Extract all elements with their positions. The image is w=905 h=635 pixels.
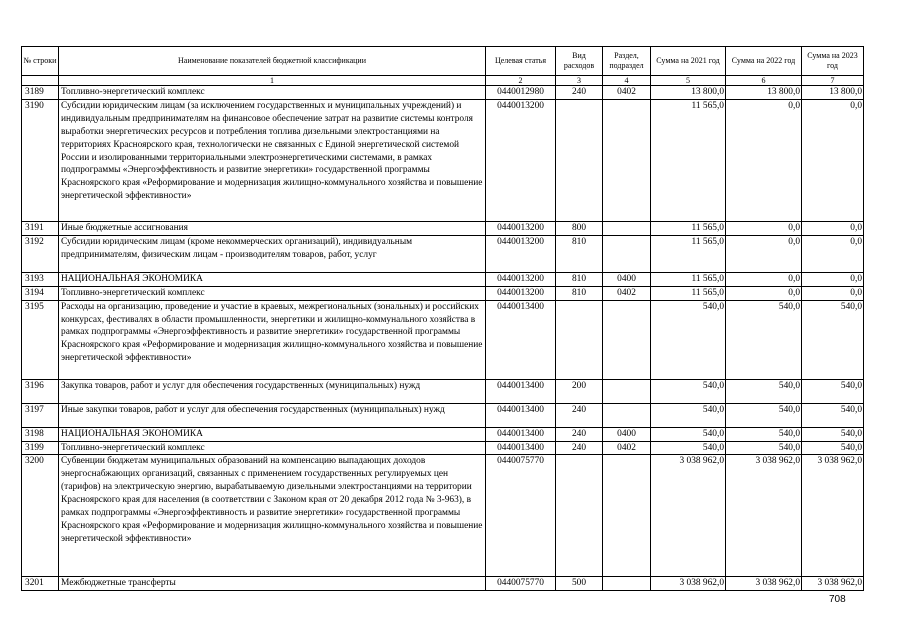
section-code-cell (603, 455, 651, 577)
sum-2023-cell: 3 038 962,0 (802, 577, 864, 591)
sum-2022-cell: 3 038 962,0 (726, 455, 802, 577)
row-number-cell: 3190 (22, 99, 59, 221)
target-article-cell: 0440075770 (486, 577, 556, 591)
row-number-cell: 3201 (22, 577, 59, 591)
header-row (22, 47, 864, 76)
target-article-cell: 0440013400 (486, 300, 556, 379)
sum-2023-cell: 540,0 (802, 300, 864, 379)
sum-2022-cell: 540,0 (726, 441, 802, 455)
sum-2021-cell: 540,0 (651, 427, 726, 441)
row-number-cell: 3194 (22, 286, 59, 300)
sum-2023-cell: 540,0 (802, 441, 864, 455)
column-index-row (22, 76, 864, 86)
header-target-article: Целевая статья (486, 47, 556, 76)
table-row (22, 379, 864, 403)
sum-2023-cell: 3 038 962,0 (802, 455, 864, 577)
expense-type-cell: 810 (556, 235, 603, 272)
sum-2022-cell: 540,0 (726, 427, 802, 441)
section-code-cell: 0400 (603, 272, 651, 286)
sum-2023-cell: 540,0 (802, 403, 864, 427)
target-article-cell: 0440013400 (486, 379, 556, 403)
table-row (22, 272, 864, 286)
header-sum-2022: Сумма на 2022 год (726, 47, 802, 76)
indicator-name-cell: Иные бюджетные ассигнования (59, 221, 486, 235)
sum-2023-cell: 0,0 (802, 272, 864, 286)
row-number-cell: 3198 (22, 427, 59, 441)
target-article-cell: 0440013200 (486, 99, 556, 221)
sum-2023-cell: 13 800,0 (802, 86, 864, 100)
indicator-name-cell: Топливно-энергетический комплекс (59, 286, 486, 300)
indicator-name-cell: Межбюджетные трансферты (59, 577, 486, 591)
sum-2021-cell: 540,0 (651, 300, 726, 379)
expense-type-cell: 240 (556, 427, 603, 441)
indicator-name-cell: Закупка товаров, работ и услуг для обеспечения государственных (муниципальных) нужд (59, 379, 486, 403)
target-article-cell: 0440013200 (486, 221, 556, 235)
sum-2021-cell: 13 800,0 (651, 86, 726, 100)
sum-2022-cell: 0,0 (726, 272, 802, 286)
section-code-cell (603, 403, 651, 427)
sum-2021-cell: 11 565,0 (651, 221, 726, 235)
column-index-cell: 7 (802, 76, 864, 86)
table-row (22, 427, 864, 441)
section-code-cell (603, 577, 651, 591)
expense-type-cell (556, 455, 603, 577)
sum-2023-cell: 540,0 (802, 379, 864, 403)
table-row (22, 403, 864, 427)
indicator-name-cell: Субсидии юридическим лицам (кроме некоммерческих организаций), индивидуальным предпринимателям, физическим лицам - производителям товаров, работ, услуг (59, 235, 486, 272)
sum-2022-cell: 540,0 (726, 379, 802, 403)
sum-2021-cell: 11 565,0 (651, 99, 726, 221)
section-code-cell (603, 221, 651, 235)
expense-type-cell: 810 (556, 272, 603, 286)
expense-type-cell: 200 (556, 379, 603, 403)
expense-type-cell: 810 (556, 286, 603, 300)
section-code-cell (603, 379, 651, 403)
table-row (22, 86, 864, 100)
column-index-cell: 3 (556, 76, 603, 86)
table-row (22, 235, 864, 272)
header-section: Раздел, подраздел (603, 47, 651, 76)
indicator-name-cell: Субсидии юридическим лицам (за исключением государственных и муниципальных учреждений) и индивидуальным предпринимателям на финансовое обеспечение затрат на развитие системы контроля выработки энергетических ресурсов и потребления топлива дизельными электростанциями на территориях Красноярского края, технологически не связанных с Единой энергетической системой России и изолированными территориальными электроэнергетическими системами, в рамках подпрограммы «Энергоэффективность и развитие энергетики» государственной программы Красноярского края «Реформирование и модернизация жилищно-коммунального хозяйства и повышение энергетической эффективности» (59, 99, 486, 221)
expense-type-cell: 240 (556, 403, 603, 427)
table-row (22, 99, 864, 221)
sum-2022-cell: 13 800,0 (726, 86, 802, 100)
target-article-cell: 0440013400 (486, 403, 556, 427)
target-article-cell: 0440013400 (486, 441, 556, 455)
sum-2022-cell: 3 038 962,0 (726, 577, 802, 591)
sum-2021-cell: 3 038 962,0 (651, 577, 726, 591)
indicator-name-cell: Топливно-энергетический комплекс (59, 441, 486, 455)
column-index-cell: 5 (651, 76, 726, 86)
expense-type-cell: 800 (556, 221, 603, 235)
row-number-cell: 3193 (22, 272, 59, 286)
sum-2023-cell: 0,0 (802, 286, 864, 300)
sum-2021-cell: 540,0 (651, 379, 726, 403)
target-article-cell: 0440075770 (486, 455, 556, 577)
table-row (22, 441, 864, 455)
header-indicator-name: Наименование показателей бюджетной классификации (59, 47, 486, 76)
page-number: 708 (829, 594, 846, 605)
header-sum-2021: Сумма на 2021 год (651, 47, 726, 76)
table-row (22, 300, 864, 379)
table-row (22, 221, 864, 235)
sum-2022-cell: 0,0 (726, 286, 802, 300)
sum-2023-cell: 0,0 (802, 235, 864, 272)
expense-type-cell (556, 300, 603, 379)
section-code-cell: 0402 (603, 286, 651, 300)
sum-2022-cell: 540,0 (726, 300, 802, 379)
row-number-cell: 3189 (22, 86, 59, 100)
sum-2022-cell: 0,0 (726, 99, 802, 221)
column-index-cell: 2 (486, 76, 556, 86)
section-code-cell: 0402 (603, 86, 651, 100)
column-index-cell: 4 (603, 76, 651, 86)
sum-2022-cell: 540,0 (726, 403, 802, 427)
target-article-cell: 0440013200 (486, 235, 556, 272)
table-row (22, 455, 864, 577)
sum-2021-cell: 540,0 (651, 441, 726, 455)
header-row-number: № строки (22, 47, 59, 76)
row-number-cell: 3196 (22, 379, 59, 403)
target-article-cell: 0440013200 (486, 272, 556, 286)
column-index-cell: 6 (726, 76, 802, 86)
indicator-name-cell: НАЦИОНАЛЬНАЯ ЭКОНОМИКА (59, 427, 486, 441)
section-code-cell: 0400 (603, 427, 651, 441)
header-sum-2023: Сумма на 2023 год (802, 47, 864, 76)
table-row (22, 577, 864, 591)
sum-2021-cell: 540,0 (651, 403, 726, 427)
sum-2021-cell: 3 038 962,0 (651, 455, 726, 577)
sum-2022-cell: 0,0 (726, 221, 802, 235)
expense-type-cell (556, 99, 603, 221)
sum-2022-cell: 0,0 (726, 235, 802, 272)
budget-document (21, 46, 863, 591)
row-number-cell: 3191 (22, 221, 59, 235)
target-article-cell: 0440013200 (486, 286, 556, 300)
row-number-cell: 3192 (22, 235, 59, 272)
row-number-cell: 3195 (22, 300, 59, 379)
indicator-name-cell: Иные закупки товаров, работ и услуг для обеспечения государственных (муниципальных) нужд (59, 403, 486, 427)
section-code-cell (603, 300, 651, 379)
sum-2023-cell: 0,0 (802, 221, 864, 235)
section-code-cell (603, 235, 651, 272)
header-expense-type: Вид расходов (556, 47, 603, 76)
row-number-cell: 3200 (22, 455, 59, 577)
indicator-name-cell: НАЦИОНАЛЬНАЯ ЭКОНОМИКА (59, 272, 486, 286)
expense-type-cell: 240 (556, 441, 603, 455)
budget-table (21, 46, 864, 591)
indicator-name-cell: Субвенции бюджетам муниципальных образований на компенсацию выпадающих доходов энергоснабжающих организаций, связанных с применением государственных регулируемых цен (тарифов) на электрическую энергию, вырабатываемую дизельными электростанциями на территории Красноярского края для населения (в соответствии с Законом края от 20 декабря 2012 года № 3-963), в рамках подпрограммы «Энергоэффективность и развитие энергетики» государственной программы Красноярского края «Реформирование и модернизация жилищно-коммунального хозяйства и повышение энергетической эффективности» (59, 455, 486, 577)
indicator-name-cell: Расходы на организацию, проведение и участие в краевых, межрегиональных (зональных) и российских конкурсах, фестивалях в области промышленности, энергетики и жилищно-коммунального хозяйства в рамках подпрограммы «Энергоэффективность и развитие энергетики» государственной программы Красноярского края «Реформирование и модернизация жилищно-коммунального хозяйства и повышение энергетической эффективности» (59, 300, 486, 379)
column-index-cell (22, 76, 59, 86)
target-article-cell: 0440012980 (486, 86, 556, 100)
sum-2021-cell: 11 565,0 (651, 272, 726, 286)
sum-2023-cell: 540,0 (802, 427, 864, 441)
row-number-cell: 3199 (22, 441, 59, 455)
section-code-cell: 0402 (603, 441, 651, 455)
column-index-cell: 1 (59, 76, 486, 86)
expense-type-cell: 500 (556, 577, 603, 591)
table-row (22, 286, 864, 300)
section-code-cell (603, 99, 651, 221)
expense-type-cell: 240 (556, 86, 603, 100)
sum-2023-cell: 0,0 (802, 99, 864, 221)
target-article-cell: 0440013400 (486, 427, 556, 441)
indicator-name-cell: Топливно-энергетический комплекс (59, 86, 486, 100)
row-number-cell: 3197 (22, 403, 59, 427)
sum-2021-cell: 11 565,0 (651, 286, 726, 300)
sum-2021-cell: 11 565,0 (651, 235, 726, 272)
